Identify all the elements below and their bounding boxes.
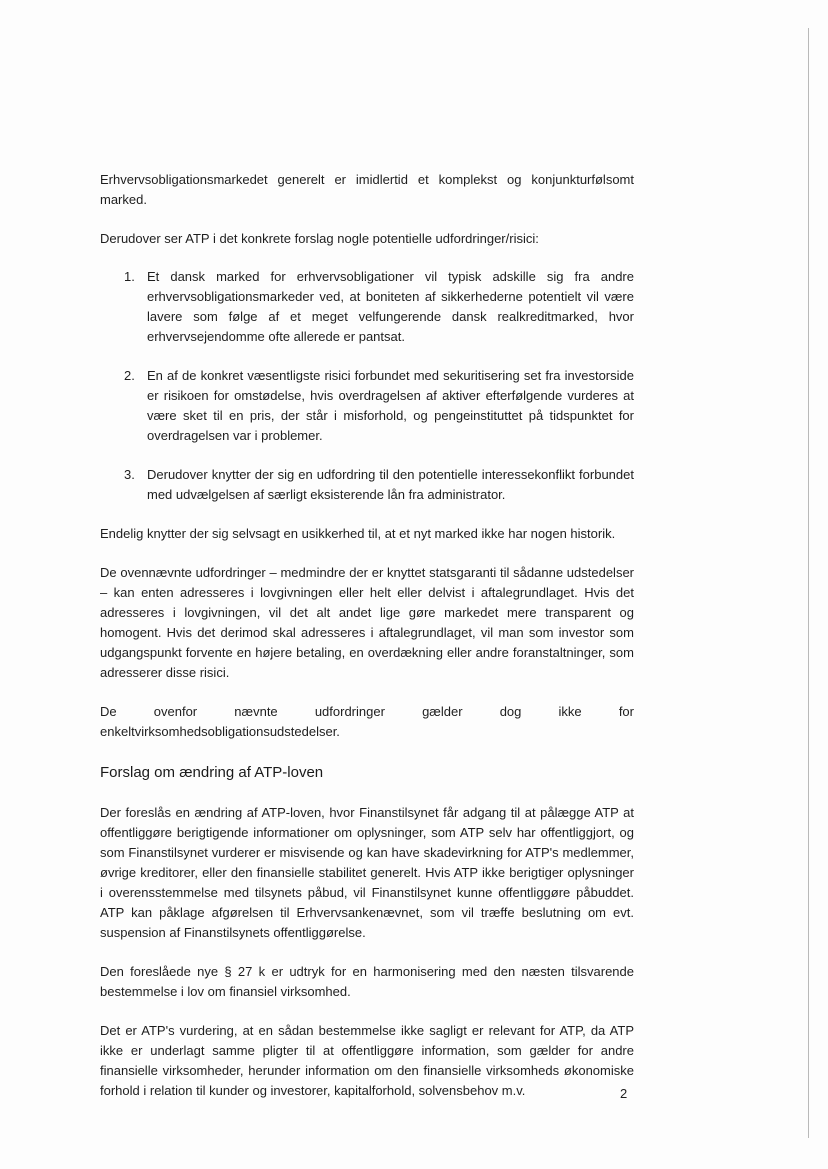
paragraph-risks-intro: Derudover ser ATP i det konkrete forslag nogle potentielle udfordringer/risici: <box>100 231 539 246</box>
section-heading: Forslag om ændring af ATP-loven <box>100 764 324 781</box>
list-item-number: 1. <box>124 269 135 284</box>
scan-edge-line <box>808 28 809 1138</box>
paragraph-history: Endelig knytter der sig selvsagt en usikkerhed til, at et nyt marked ikke har nogen historik. <box>100 526 616 541</box>
list-item <box>100 267 634 347</box>
page-number: 2 <box>620 1086 628 1101</box>
paragraph-atp-assessment: Det er ATP's vurdering, at en sådan bestemmelse ikke sagligt er relevant for ATP, da ATP ikke er underlagt samme pligter til at offentliggøre information, som gælder for andre finansielle virksomheder, herunder information om den finansielle virksomheds økonomiske forhold i relation til kunder og investorer, kapitalforhold, solvensbehov m.v. <box>100 1023 634 1098</box>
list-item-text: Et dansk marked for erhvervsobligationer vil typisk adskille sig fra andre erhvervsobligationsmarkeder ved, at boniteten af sikkerhederne potentielt vil være lavere som følge af et meget velfungerende dansk realkreditmarked, hvor erhvervsejendomme ofte allerede er pantsat. <box>147 269 634 344</box>
list-item-text: En af de konkret væsentligste risici forbundet med sekuritisering set fra investorside er risikoen for omstødelse, hvis overdragelsen af aktiver efterfølgende vurderes at være sket til en pris, der står i misforhold, og pengeinstituttet på tidspunktet for overdragelsen var i problemer. <box>147 368 634 443</box>
list-item <box>100 465 634 505</box>
paragraph-atp-amendment: Der foreslås en ændring af ATP-loven, hvor Finanstilsynet får adgang til at pålægge ATP at offentliggøre berigtigende informationer om oplysninger, som ATP selv har offentliggjort, og som Finanstilsynet vurderer er misvisende og kan have skadevirkning for ATP's medlemmer, øvrige kreditorer, eller den finansielle stabilitet generelt. Hvis ATP ikke berigtiger oplysninger i overensstemmelse med tilsynets påbud, vil Finanstilsynet kunne offentliggøre påbuddet. ATP kan påklage afgørelsen til Erhvervsankenævnet, som vil træffe beslutning om evt. suspension af Finanstilsynets offentliggørelse. <box>100 805 634 940</box>
list-item-number: 2. <box>124 368 135 383</box>
paragraph-challenges: De ovennævnte udfordringer – medmindre der er knyttet statsgaranti til sådanne udstedelser – kan enten adresseres i lovgivningen eller helt eller delvist i aftalegrundlaget. Hvis det adresseres i lovgivningen, vil det alt andet lige gøre markedet mere transparent og homogent. Hvis det derimod skal adresseres i aftalegrundlaget, vil man som investor som udgangspunkt forvente en højere betaling, en overdækning eller andre foranstaltninger, som adresserer disse risici. <box>100 565 634 680</box>
document-page <box>100 170 634 1101</box>
risk-list <box>100 267 634 505</box>
paragraph-single-issuer: De ovenfor nævnte udfordringer gælder dog ikke for enkeltvirksomhedsobligationsudstedelser. <box>100 704 634 739</box>
paragraph-section-27k: Den foreslåede nye § 27 k er udtryk for en harmonisering med den næsten tilsvarende bestemmelse i lov om finansiel virksomhed. <box>100 964 634 999</box>
list-item-text: Derudover knytter der sig en udfordring til den potentielle interessekonflikt forbundet med udvælgelsen af særligt eksisterende lån fra administrator. <box>147 467 634 502</box>
list-item <box>100 366 634 446</box>
list-item-number: 3. <box>124 467 135 482</box>
paragraph-market-complexity: Erhvervsobligationsmarkedet generelt er imidlertid et komplekst og konjunkturfølsomt marked. <box>100 172 634 207</box>
